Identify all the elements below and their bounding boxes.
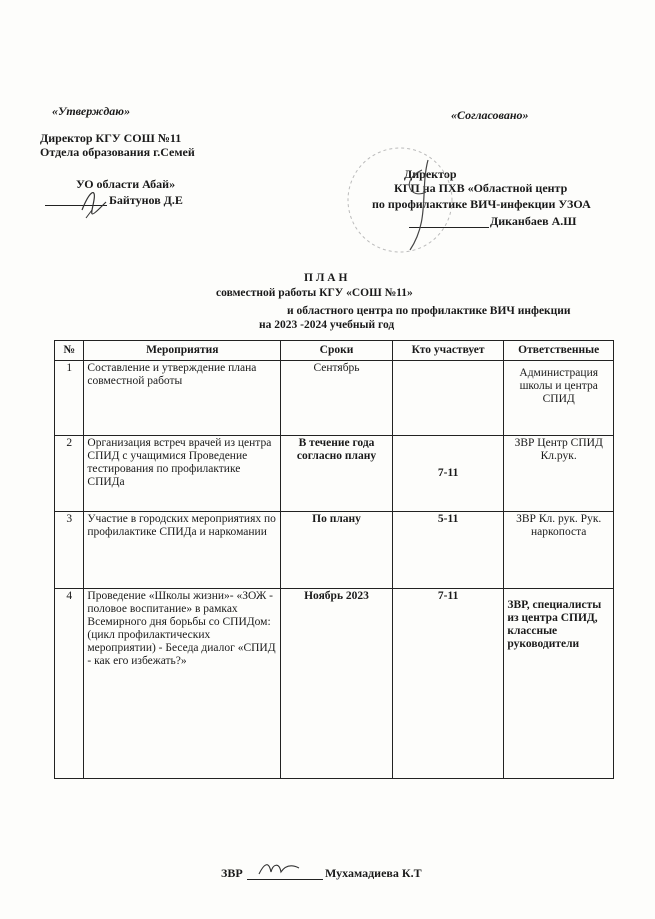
row-activity: Проведение «Школы жизни»- «ЗОЖ - половое воспитание» в рамках Всемирного дня борьбы со СПИДом: (цикл профилактических мероприятии) - Беседа диалог «СПИД - как его избежать?»	[84, 589, 281, 779]
agree-heading: «Согласовано»	[451, 108, 529, 122]
plan-title: П Л А Н	[304, 272, 348, 284]
header-num: №	[55, 341, 84, 361]
plan-subtitle-1: совместной работы КГУ «СОШ №11»	[216, 287, 413, 299]
row-term: В течение года согласно плану	[281, 436, 393, 512]
table-row	[55, 589, 614, 779]
table-row	[55, 436, 614, 512]
agree-line-2: КГП на ПХВ «Областной центр	[394, 181, 568, 195]
agree-line-3: по профилактике ВИЧ-инфекции УЗОА	[372, 197, 591, 211]
table-row	[55, 512, 614, 589]
row-num: 2	[55, 436, 84, 512]
footer-signer: Мухамадиева К.Т	[325, 866, 422, 880]
row-participants: 5-11	[392, 512, 504, 589]
table-header-row	[55, 341, 614, 361]
table-row	[55, 361, 614, 436]
row-participants: 7-11	[392, 436, 504, 512]
plan-subtitle-3: на 2023 -2024 учебный год	[259, 319, 395, 331]
row-responsible: ЗВР, специалисты из центра СПИД, классные руководители	[504, 589, 614, 779]
row-term: Ноябрь 2023	[281, 589, 393, 779]
approve-heading: «Утверждаю»	[52, 104, 131, 118]
row-num: 4	[55, 589, 84, 779]
approve-line-1: Директор КГУ СОШ №11	[40, 131, 182, 145]
agree-line-1: Директор	[404, 167, 457, 181]
approve-signature	[72, 180, 112, 225]
row-responsible: Администрация школы и центра СПИД	[504, 361, 614, 436]
approve-line-2: Отдела образования г.Семей	[40, 145, 195, 159]
row-num: 1	[55, 361, 84, 436]
row-activity: Составление и утверждение плана совместной работы	[84, 361, 281, 436]
row-term: По плану	[281, 512, 393, 589]
agree-signer: Диканбаев А.Ш	[490, 214, 577, 228]
agree-stamp	[340, 140, 460, 260]
row-participants	[392, 361, 504, 436]
approve-line-3: УО области Абай»	[76, 177, 176, 191]
header-activity: Мероприятия	[84, 341, 281, 361]
plan-subtitle-2: и областного центра по профилактике ВИЧ инфекции	[287, 305, 571, 317]
row-participants: 7-11	[392, 589, 504, 779]
row-responsible: ЗВР Центр СПИД Кл.рук.	[504, 436, 614, 512]
row-responsible: ЗВР Кл. рук. Рук. наркопоста	[504, 512, 614, 589]
row-term: Сентябрь	[281, 361, 393, 436]
row-activity: Организация встреч врачей из центра СПИД с учащимися Проведение тестирования по профилактике СПИДа	[84, 436, 281, 512]
footer-role: ЗВР	[221, 866, 243, 880]
row-num: 3	[55, 512, 84, 589]
row-activity: Участие в городских мероприятиях по профилактике СПИДа и наркомании	[84, 512, 281, 589]
header-participants: Кто участвует	[392, 341, 504, 361]
footer-signature	[255, 858, 305, 880]
plan-table	[54, 340, 614, 779]
header-term: Сроки	[281, 341, 393, 361]
approve-signer: Байтунов Д.Е	[109, 193, 183, 207]
header-responsible: Ответственные	[504, 341, 614, 361]
